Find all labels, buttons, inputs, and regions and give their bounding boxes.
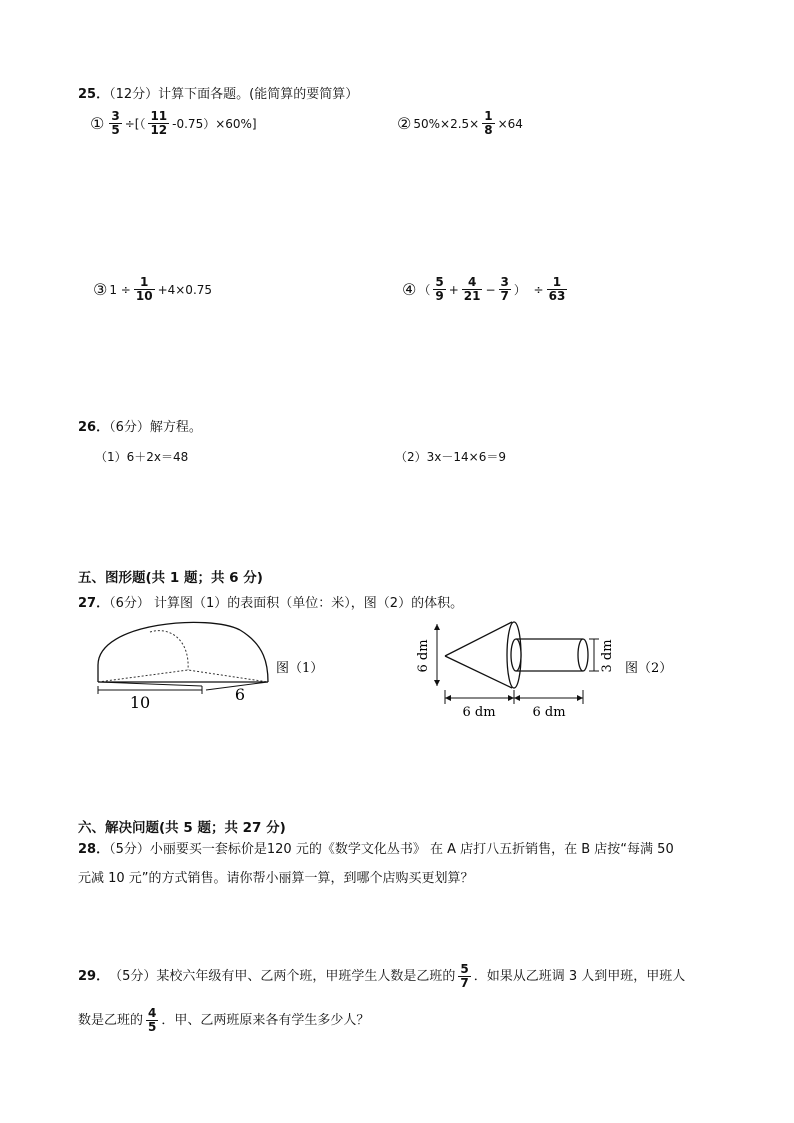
cone-lower-edge bbox=[445, 656, 512, 688]
q25-problem-3 bbox=[93, 276, 212, 303]
fraction-4-5: $\frac{4}{5}$ bbox=[148, 1006, 157, 1034]
right-arc bbox=[240, 630, 268, 682]
q25-heading: 25．（12分）计算下面各题。(能简算的要简算） bbox=[78, 87, 359, 102]
problem-4-open-paren: （ bbox=[418, 283, 431, 297]
minus-sign: − bbox=[485, 282, 496, 297]
fraction-1-63: $\frac{1}{63}$ bbox=[548, 275, 566, 303]
q28-score: （5分） bbox=[109, 842, 150, 857]
q25-problem-4 bbox=[402, 276, 570, 303]
q26-instruction: 解方程。 bbox=[149, 420, 202, 435]
q25-number: 25 bbox=[78, 87, 97, 102]
q27-heading: 27．（6分） 计算图（1）的表面积（单位：米），图（2）的体积。 bbox=[78, 596, 464, 611]
cylinder-diameter-label: 3 dm bbox=[600, 639, 615, 673]
q28-line-2: 元减 10 元”的方式销售。请你帮小丽算一算，到哪个店购买更划算？ bbox=[78, 871, 474, 886]
q29-line-1: 29 ． （5分） 某校六年级有甲、乙两个班，甲班学生人数是乙班的 $\frac{5}{7}$ ．如果从乙班调 3 人到甲班，甲班人 bbox=[78, 962, 686, 990]
section-5-title: 五、图形题(共 1 题；共 6 分) bbox=[78, 570, 263, 586]
problem-4-label: ④ bbox=[402, 280, 417, 299]
q28-text-1: 小丽要买一套标价是120 元的《数学文化丛书》 在 A 店打八五折销售，在 B 店按“每满 50 bbox=[149, 842, 674, 857]
q27-number: 27 bbox=[78, 596, 97, 611]
q26-equation-1: （1）6＋2x＝48 bbox=[95, 450, 189, 464]
length-label: 10 bbox=[129, 693, 151, 712]
q29-line-2 bbox=[78, 1007, 369, 1034]
q28-number: 28 bbox=[78, 842, 97, 857]
front-arc bbox=[98, 622, 240, 682]
cylinder-left-end bbox=[511, 639, 521, 671]
q26-equation-2: （2）3x－14×6＝9 bbox=[395, 450, 506, 464]
cone-length-label: 6 dm bbox=[462, 705, 496, 720]
fraction-5-9: $\frac{5}{9}$ bbox=[435, 275, 444, 303]
problem-1-label: ① bbox=[90, 114, 105, 133]
fraction-5-7: $\frac{5}{7}$ bbox=[460, 962, 469, 990]
fraction-1-8: $\frac{1}{8}$ bbox=[484, 109, 493, 137]
cone-upper-edge bbox=[445, 622, 512, 656]
cylinder-length-label: 6 dm bbox=[532, 705, 566, 720]
figure-1-half-cylinder bbox=[90, 620, 340, 720]
q29-text-1b: ．如果从乙班调 3 人到甲班，甲班人 bbox=[473, 968, 686, 984]
q26-number: 26 bbox=[78, 420, 97, 435]
q29-text-1a: 某校六年级有甲、乙两个班，甲班学生人数是乙班的 bbox=[156, 968, 456, 984]
q25-problem-1 bbox=[90, 110, 257, 137]
q29-text-2a: 数是乙班的 bbox=[78, 1012, 144, 1028]
width-label: 6 bbox=[234, 685, 246, 704]
problem-1-text-b: -0.75）×60%] bbox=[172, 117, 257, 131]
problem-2-label: ② bbox=[397, 114, 412, 133]
problem-2-text-a: 50%×2.5× bbox=[413, 116, 480, 131]
figure-1-caption: 图（1） bbox=[276, 661, 324, 676]
problem-1-text-a: ÷[（ bbox=[124, 117, 146, 131]
problem-3-text-a: 1 ÷ bbox=[109, 282, 131, 297]
fraction-3-7: $\frac{3}{7}$ bbox=[500, 275, 509, 303]
q27-instruction: 计算图（1）的表面积（单位：米），图（2）的体积。 bbox=[149, 596, 464, 611]
problem-4-close-divide: ） ÷ bbox=[513, 283, 544, 297]
q27-score: （6分） bbox=[109, 596, 150, 611]
fraction-3-5: $\frac{3}{5}$ bbox=[111, 109, 120, 137]
q25-instruction: 计算下面各题。(能简算的要简算） bbox=[158, 87, 359, 102]
hidden-arc bbox=[150, 631, 188, 670]
hidden-base bbox=[98, 670, 268, 682]
q25-problem-2 bbox=[397, 110, 523, 137]
cone-height-label: 6 dm bbox=[416, 639, 431, 673]
q29-score: （5分） bbox=[109, 968, 157, 984]
problem-3-text-b: +4×0.75 bbox=[157, 282, 213, 297]
q29-number: 29 bbox=[78, 968, 97, 984]
figure-2-cone-cylinder bbox=[415, 618, 715, 728]
plus-sign: + bbox=[448, 282, 459, 297]
problem-2-text-b: ×64 bbox=[497, 116, 523, 131]
q25-score: （12分） bbox=[109, 87, 159, 102]
fraction-11-12: $\frac{11}{12}$ bbox=[150, 109, 168, 137]
problem-3-label: ③ bbox=[93, 280, 108, 299]
q28-line-1: 28．（5分）小丽要买一套标价是120 元的《数学文化丛书》 在 A 店打八五折销售，在 B 店按“每满 50 bbox=[78, 842, 674, 857]
fraction-4-21: $\frac{4}{21}$ bbox=[463, 275, 481, 303]
q26-score: （6分） bbox=[109, 420, 150, 435]
section-6-title: 六、解决问题(共 5 题；共 27 分) bbox=[78, 820, 286, 836]
figure-2-caption: 图（2） bbox=[625, 661, 673, 676]
fraction-1-10: $\frac{1}{10}$ bbox=[135, 275, 153, 303]
cylinder-right-end bbox=[578, 639, 588, 671]
q26-heading: 26．（6分）解方程。 bbox=[78, 420, 202, 435]
q29-text-2b: ．甲、乙两班原来各有学生多少人？ bbox=[161, 1012, 370, 1028]
